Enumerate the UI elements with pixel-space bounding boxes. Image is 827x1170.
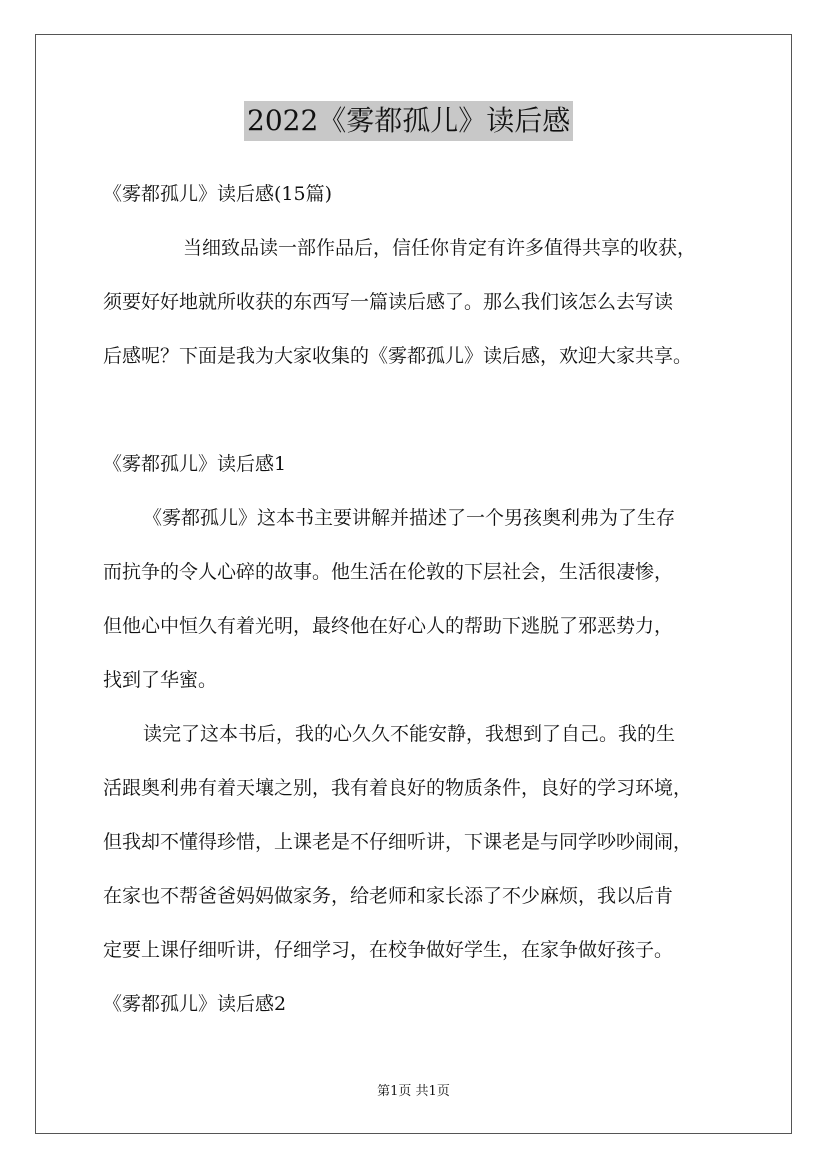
section-heading: 《雾都孤儿》读后感2 <box>103 993 287 1015</box>
document-subtitle: 《雾都孤儿》读后感(15篇) <box>103 183 333 205</box>
paragraph-line: 在家也不帮爸爸妈妈做家务，给老师和家长添了不少麻烦，我以后肯 <box>103 885 674 907</box>
paragraph-line: 找到了华蜜。 <box>103 669 218 691</box>
intro-line: 须要好好地就所收获的东西写一篇读后感了。那么我们该怎么去写读 <box>103 291 674 313</box>
paragraph-line: 活跟奥利弗有着天壤之别，我有着良好的物质条件，良好的学习环境， <box>103 777 693 799</box>
intro-line: 后感呢？下面是我为大家收集的《雾都孤儿》读后感，欢迎大家共享。 <box>103 345 693 367</box>
paragraph-line: 定要上课仔细听讲，仔细学习，在校争做好学生，在家争做好孩子。 <box>103 939 674 961</box>
paragraph-line: 而抗争的令人心碎的故事。他生活在伦敦的下层社会，生活很凄惨， <box>103 561 674 583</box>
paragraph-line: 《雾都孤儿》这本书主要讲解并描述了一个男孩奥利弗为了生存 <box>143 507 676 529</box>
intro-line: 当细致品读一部作品后，信任你肯定有许多值得共享的收获， <box>183 237 697 259</box>
paragraph-line: 但我却不懂得珍惜，上课老是不仔细听讲，下课老是与同学吵吵闹闹， <box>103 831 693 853</box>
page-footer: 第1页 共1页 <box>377 1084 450 1099</box>
paragraph-line: 读完了这本书后，我的心久久不能安静，我想到了自己。我的生 <box>143 723 676 745</box>
document-title: 2022《雾都孤儿》读后感 <box>244 101 573 141</box>
paragraph-line: 但他心中恒久有着光明，最终他在好心人的帮助下逃脱了邪恶势力， <box>103 615 674 637</box>
section-heading: 《雾都孤儿》读后感1 <box>103 453 287 475</box>
